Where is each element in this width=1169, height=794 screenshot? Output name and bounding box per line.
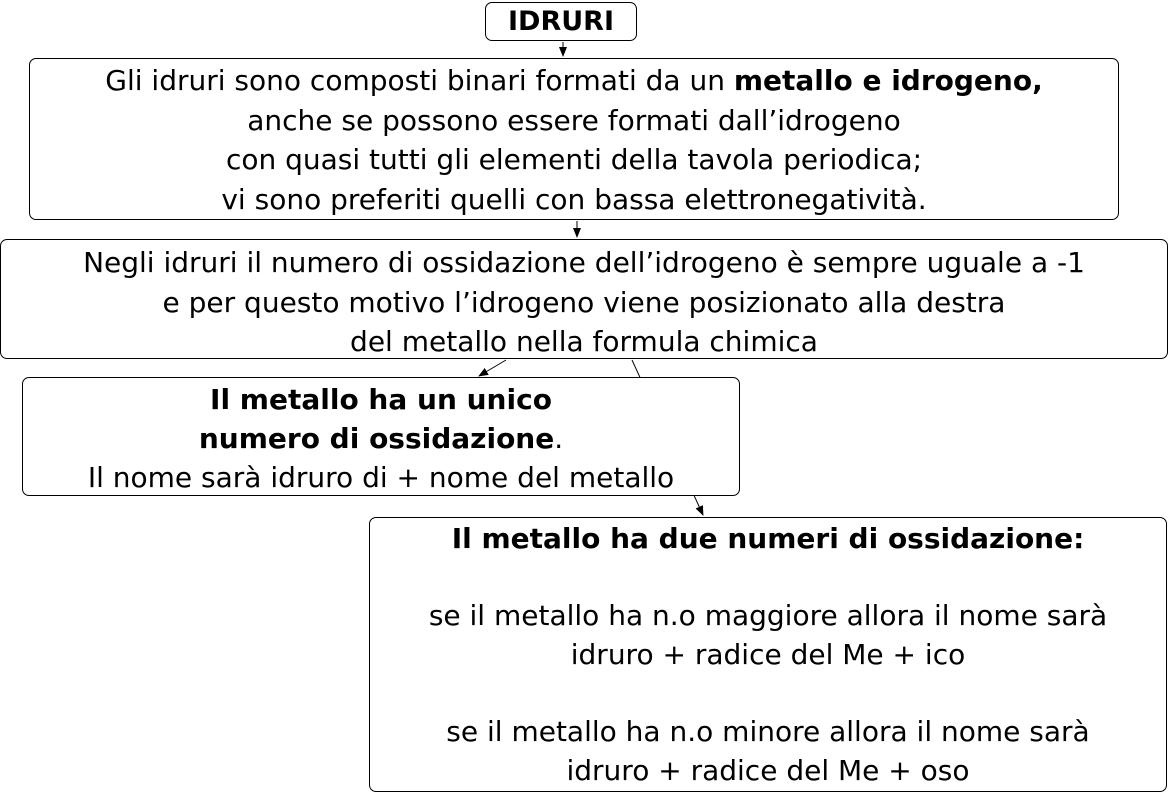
two-heading <box>370 520 1166 559</box>
two-minor-line-1: se il metallo ha n.o minore allora il nome sarà <box>446 715 1090 749</box>
oxidation-line-3: del metallo nella formula chimica <box>350 325 818 358</box>
intro-line-2: anche se possono essere formati dall’idrogeno <box>247 103 901 137</box>
single-line-2-normal: . <box>554 422 564 455</box>
spacer <box>370 559 1166 598</box>
oxidation-line-1: Negli idruri il numero di ossidazione dell’idrogeno è sempre uguale a -1 <box>83 246 1085 279</box>
intro-line-1-normal: Gli idruri sono composti binari formati da un <box>105 64 734 97</box>
intro-line-4: vi sono preferiti quelli con bassa elettronegatività. <box>221 182 927 216</box>
single-line-2 <box>23 419 739 458</box>
two-major-line-1: se il metallo ha n.o maggiore allora il nome sarà <box>428 599 1108 633</box>
intro-line-1-bold: metallo e idrogeno, <box>733 64 1043 97</box>
intro-line-1 <box>30 61 1118 101</box>
intro-line-3: con quasi tutti gli elementi della tavola periodica; <box>225 143 923 176</box>
spacer <box>370 675 1166 714</box>
arrow-oxidation-to-single <box>479 360 506 376</box>
title-box <box>485 2 637 41</box>
single-line-3: Il nome sarà idruro di + nome del metallo <box>87 461 675 494</box>
two-heading-bold: Il metallo ha due numeri di ossidazione: <box>451 522 1085 555</box>
single-oxidation-box <box>22 377 740 496</box>
oxidation-line-2: e per questo motivo l’idrogeno viene posizionato alla destra <box>162 285 1006 319</box>
single-line-1 <box>23 380 739 419</box>
oxidation-box <box>0 239 1168 359</box>
title-text: IDRURI <box>507 6 614 37</box>
two-minor-line-2: idruro + radice del Me + oso <box>566 754 970 788</box>
single-line-2-bold: numero di ossidazione <box>198 422 555 455</box>
intro-box <box>29 58 1119 220</box>
single-line-1-bold: Il metallo ha un unico <box>210 383 552 416</box>
two-oxidation-box <box>369 517 1167 792</box>
two-major-line-2: idruro + radice del Me + ico <box>570 638 966 672</box>
